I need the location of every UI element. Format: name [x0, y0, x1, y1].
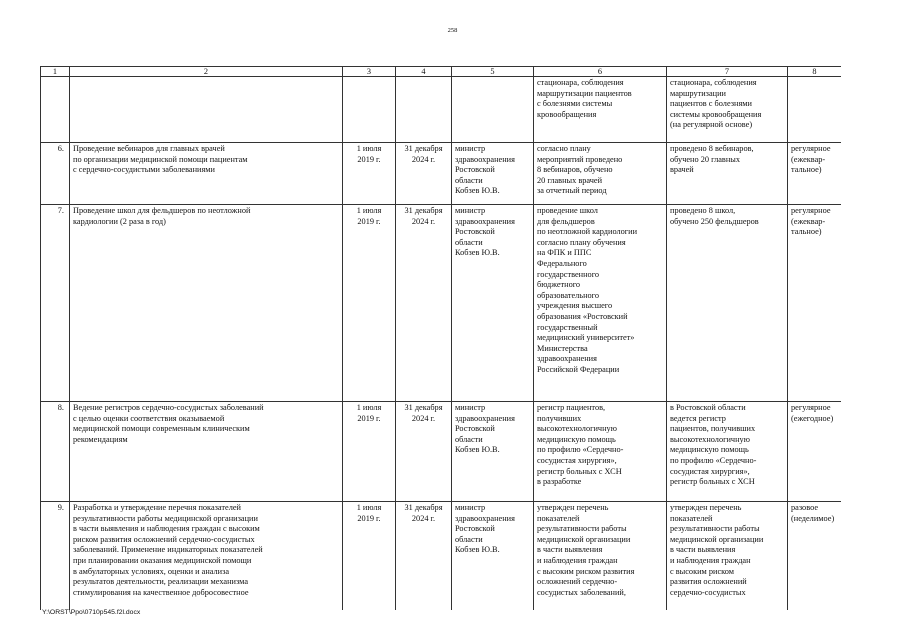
table-row [41, 143, 842, 205]
column-header: 5 [452, 67, 534, 77]
end-date: 31 декабря 2024 г. [396, 502, 452, 611]
end-date: 31 декабря 2024 г. [396, 402, 452, 502]
responsible-person: министр здравоохранения Ростовской области Кобзев Ю.В. [452, 402, 534, 502]
row-number: 8. [41, 402, 70, 502]
event-kind: регулярное (ежеквар- тальное) [788, 205, 842, 402]
responsible-person [452, 77, 534, 143]
table-row [41, 402, 842, 502]
page-number: 258 [447, 27, 458, 34]
column-number-row [41, 67, 842, 77]
actual-result: утвержден перечень показателей результативности работы медицинской организации в части выявления и наблюдения граждан с высоким риском развития осложнений сердечно-сосудистых [667, 502, 788, 611]
start-date: 1 июля 2019 г. [343, 143, 396, 205]
column-header: 3 [343, 67, 396, 77]
end-date: 31 декабря 2024 г. [396, 205, 452, 402]
table-row [41, 502, 842, 611]
event-kind [788, 77, 842, 143]
actual-result: проведено 8 вебинаров, обучено 20 главных врачей [667, 143, 788, 205]
event-kind: регулярное (ежеквар- тальное) [788, 143, 842, 205]
column-header: 6 [534, 67, 667, 77]
expected-result: утвержден перечень показателей результативности работы медицинской организации в части выявления и наблюдения граждан с высоким риском развития осложнений сердечно- сосудистых заболеваний, [534, 502, 667, 611]
actual-result: проведено 8 школ, обучено 250 фельдшеров [667, 205, 788, 402]
start-date [343, 77, 396, 143]
event-description: Ведение регистров сердечно-сосудистых заболеваний с целью оценки соответствия оказываемой медицинской помощи современным клиническим рекомендациям [70, 402, 343, 502]
end-date: 31 декабря 2024 г. [396, 143, 452, 205]
row-number [41, 77, 70, 143]
row-number: 6. [41, 143, 70, 205]
row-number: 7. [41, 205, 70, 402]
responsible-person: министр здравоохранения Ростовской области Кобзев Ю.В. [452, 143, 534, 205]
start-date: 1 июля 2019 г. [343, 205, 396, 402]
event-kind: регулярное (ежегодное) [788, 402, 842, 502]
start-date: 1 июля 2019 г. [343, 402, 396, 502]
column-header: 2 [70, 67, 343, 77]
event-description: Проведение школ для фельдшеров по неотложной кардиологии (2 раза в год) [70, 205, 343, 402]
event-description [70, 77, 343, 143]
responsible-person: министр здравоохранения Ростовской области Кобзев Ю.В. [452, 205, 534, 402]
end-date [396, 77, 452, 143]
expected-result: проведение школ для фельдшеров по неотложной кардиологии согласно плану обучения на ФПК и ППС Федерального государственного бюджетного образовательного учреждения высшего образования «Ростовский государственный медицинский университет» Министерства здравоохранения Российской Федерации [534, 205, 667, 402]
actual-result: стационара, соблюдения маршрутизации пациентов с болезнями системы кровообращения (на регулярной основе) [667, 77, 788, 143]
column-header: 7 [667, 67, 788, 77]
file-path-footer: Y:\ORST\Ppo\0710p545.f2l.docx [42, 609, 141, 616]
expected-result: согласно плану мероприятий проведено 8 вебинаров, обучено 20 главных врачей за отчетный период [534, 143, 667, 205]
event-description: Проведение вебинаров для главных врачей по организации медицинской помощи пациентам с сердечно-сосудистыми заболеваниями [70, 143, 343, 205]
column-header: 8 [788, 67, 842, 77]
expected-result: регистр пациентов, получивших высокотехнологичную медицинскую помощь по профилю «Сердечно- сосудистая хирургия», регистр больных с ХСН в разработке [534, 402, 667, 502]
document-table-wrapper [40, 66, 841, 610]
table-row [41, 77, 842, 143]
measures-table [40, 66, 841, 610]
event-kind: разовое (неделимое) [788, 502, 842, 611]
column-header: 1 [41, 67, 70, 77]
start-date: 1 июля 2019 г. [343, 502, 396, 611]
expected-result: стационара, соблюдения маршрутизации пациентов с болезнями системы кровообращения [534, 77, 667, 143]
responsible-person: министр здравоохранения Ростовской области Кобзев Ю.В. [452, 502, 534, 611]
event-description: Разработка и утверждение перечня показателей результативности работы медицинской организации в части выявления и наблюдения граждан с высоким риском развития осложнений сердечно-сосудистых заболеваний. Применение индикаторных показателей при планировании оказания медицинской помощи в амбулаторных условиях, оценки и анализа результатов деятельности, реализации механизма стимулирования на качественное добросовестное [70, 502, 343, 611]
table-row [41, 205, 842, 402]
column-header: 4 [396, 67, 452, 77]
row-number: 9. [41, 502, 70, 611]
actual-result: в Ростовской области ведется регистр пациентов, получивших высокотехнологичную медицинскую помощь по профилю «Сердечно- сосудистая хирургия», регистр больных с ХСН [667, 402, 788, 502]
